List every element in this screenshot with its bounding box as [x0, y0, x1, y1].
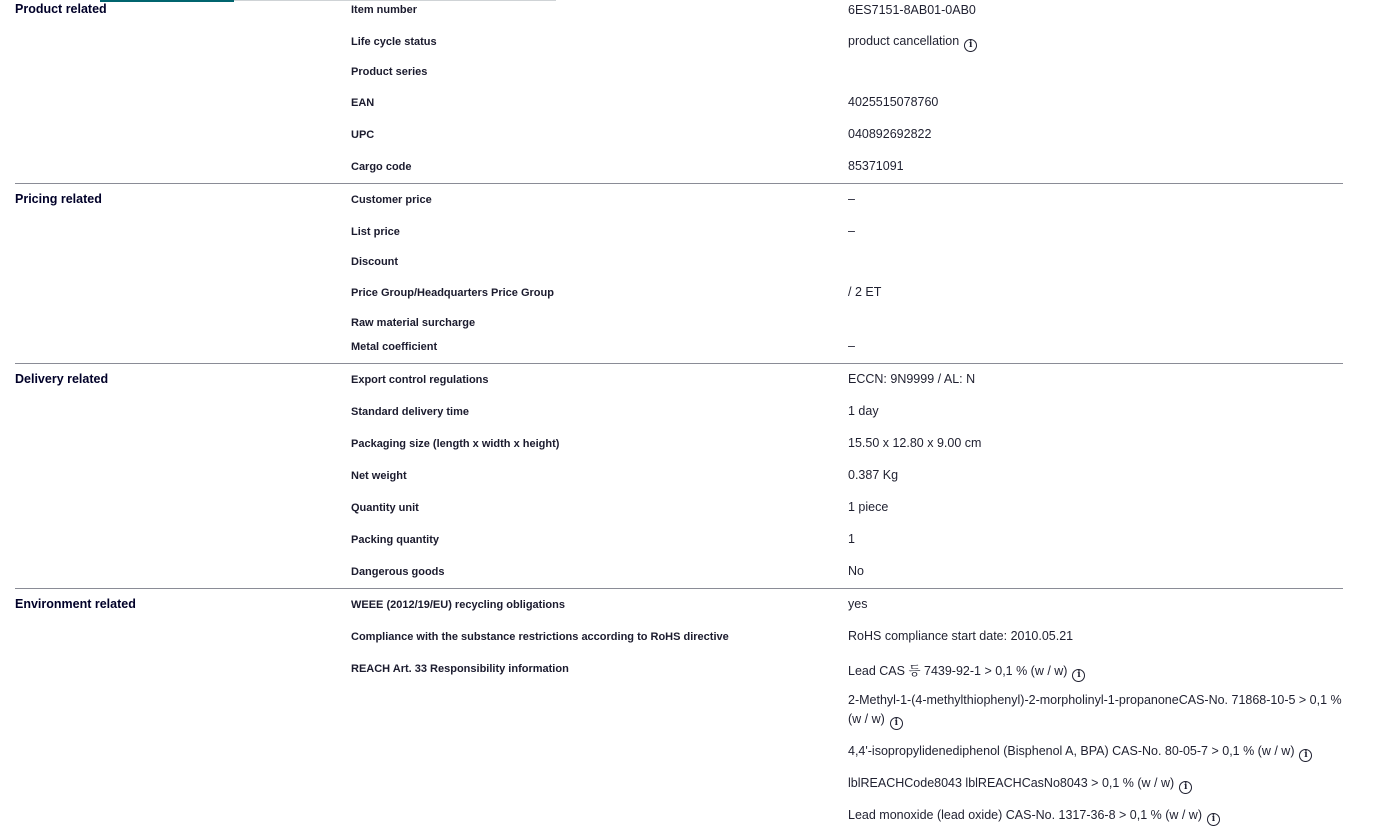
section-divider: [15, 363, 1343, 364]
quantity-unit-value: 1 piece: [848, 500, 889, 514]
metal-coefficient-value: –: [848, 339, 855, 353]
export-control-value: ECCN: 9N9999 / AL: N: [848, 372, 976, 386]
lifecycle-value: [848, 34, 977, 52]
export-control-label: Export control regulations: [351, 374, 489, 386]
reach-item-text: 2-Methyl-1-(4-methylthiophenyl)-2-morpholinyl-1-propanoneCAS-No. 71868-10-5 > 0,1 % (w / w): [848, 693, 1342, 726]
info-icon[interactable]: i: [1299, 749, 1312, 762]
section-product-related: Product related: [15, 2, 107, 16]
delivery-time-value: 1 day: [848, 404, 879, 418]
dangerous-goods-value: No: [848, 564, 864, 578]
weee-value: yes: [848, 597, 868, 611]
rohs-label: Compliance with the substance restrictions according to RoHS directive: [351, 631, 729, 643]
discount-label: Discount: [351, 256, 399, 268]
info-icon[interactable]: i: [1179, 781, 1192, 794]
active-tab-underline: [100, 0, 234, 2]
item-number-value: 6ES7151-8AB01-0AB0: [848, 3, 976, 17]
metal-coefficient-label: Metal coefficient: [351, 341, 438, 353]
info-icon[interactable]: i: [890, 717, 903, 730]
reach-item-text: Lead monoxide (lead oxide) CAS-No. 1317-36-8 > 0,1 % (w / w): [848, 808, 1202, 822]
customer-price-value: –: [848, 192, 855, 206]
net-weight-value: 0.387 Kg: [848, 468, 899, 482]
reach-item: [848, 691, 1342, 730]
reach-item: [848, 744, 1312, 762]
reach-item-text: lblREACHCode8043 lblREACHCasNo8043 > 0,1 % (w / w): [848, 776, 1175, 790]
reach-label: REACH Art. 33 Responsibility information: [351, 663, 569, 675]
reach-item: [848, 661, 1085, 682]
rohs-value: RoHS compliance start date: 2010.05.21: [848, 629, 1074, 643]
price-group-value: / 2 ET: [848, 285, 882, 299]
raw-material-surcharge-label: Raw material surcharge: [351, 317, 476, 329]
quantity-unit-label: Quantity unit: [351, 502, 419, 514]
upc-value: 040892692822: [848, 127, 932, 141]
upc-label: UPC: [351, 129, 375, 141]
packaging-size-value: 15.50 x 12.80 x 9.00 cm: [848, 436, 982, 450]
reach-item-text: Lead CAS 등 7439-92-1 > 0,1 % (w / w): [848, 664, 1068, 678]
ean-value: 4025515078760: [848, 95, 939, 109]
top-tab-indicator: [0, 0, 1374, 2]
lifecycle-text: product cancellation: [848, 34, 960, 48]
price-group-label: Price Group/Headquarters Price Group: [351, 287, 554, 299]
section-delivery-related: Delivery related: [15, 372, 109, 386]
packing-quantity-value: 1: [848, 532, 855, 546]
ean-label: EAN: [351, 97, 375, 109]
section-environment-related: Environment related: [15, 597, 136, 611]
info-icon[interactable]: i: [1207, 813, 1220, 826]
list-price-value: –: [848, 224, 855, 238]
section-divider: [15, 183, 1343, 184]
lifecycle-label: Life cycle status: [351, 36, 437, 48]
reach-item: [848, 776, 1192, 794]
info-icon[interactable]: i: [1072, 669, 1085, 682]
reach-item-text: 4,4'-isopropylidenediphenol (Bisphenol A, BPA) CAS-No. 80-05-7 > 0,1 % (w / w): [848, 744, 1295, 758]
packaging-size-label: Packaging size (length x width x height): [351, 438, 560, 450]
delivery-time-label: Standard delivery time: [351, 406, 469, 418]
item-number-label: Item number: [351, 4, 418, 16]
section-divider: [15, 588, 1343, 589]
reach-item: [848, 808, 1220, 826]
tab-track: [234, 0, 556, 1]
customer-price-label: Customer price: [351, 194, 432, 206]
net-weight-label: Net weight: [351, 470, 407, 482]
product-series-label: Product series: [351, 66, 428, 78]
cargo-code-value: 85371091: [848, 159, 904, 173]
packing-quantity-label: Packing quantity: [351, 534, 440, 546]
cargo-code-label: Cargo code: [351, 161, 412, 173]
info-icon[interactable]: i: [964, 39, 977, 52]
list-price-label: List price: [351, 226, 400, 238]
section-pricing-related: Pricing related: [15, 192, 102, 206]
dangerous-goods-label: Dangerous goods: [351, 566, 445, 578]
weee-label: WEEE (2012/19/EU) recycling obligations: [351, 599, 565, 611]
